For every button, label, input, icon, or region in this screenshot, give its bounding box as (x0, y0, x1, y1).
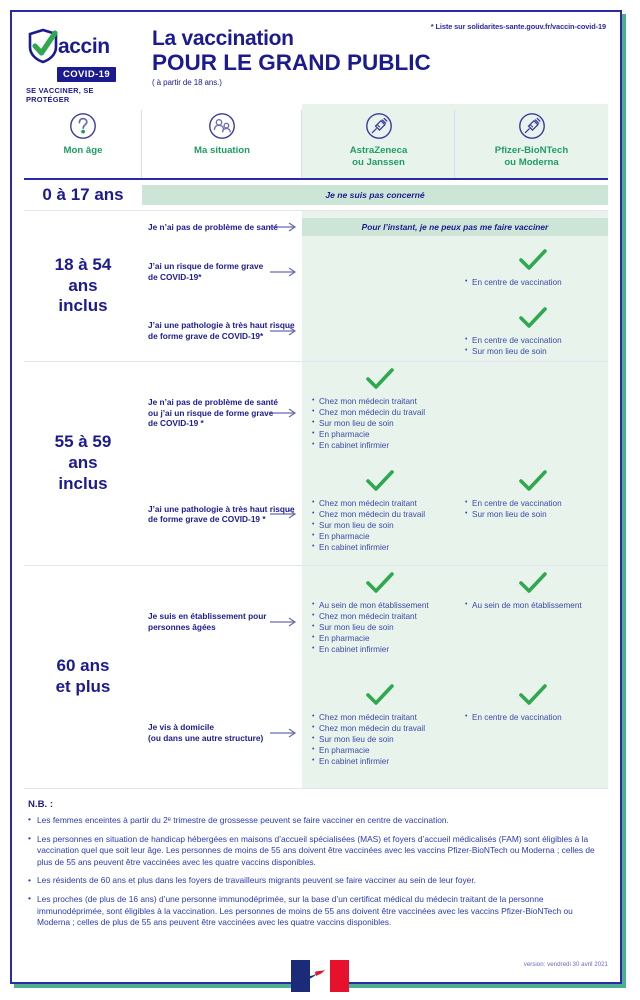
age-l1: 55 à 59 (54, 432, 112, 452)
check-icon (365, 470, 395, 497)
age-l1: 18 à 54 (54, 254, 112, 274)
table-row (24, 211, 608, 361)
french-republic-flag (291, 960, 349, 992)
list-item: • En cabinet infirmier (312, 757, 425, 768)
situation-text (142, 464, 302, 565)
list-item: • Chez mon médecin du travail (312, 510, 425, 521)
age-l2: ans (68, 275, 98, 295)
list-item: • Au sein de mon établissement (465, 601, 582, 612)
marianne-icon (301, 966, 327, 986)
check-icon (365, 368, 395, 395)
page-title-line2: POUR LE GRAND PUBLIC (152, 49, 431, 75)
shield-check-icon (26, 28, 60, 64)
age-label-60-plus (24, 566, 142, 788)
sit-l2: de forme grave de COVID-19 * (148, 514, 266, 525)
column-header-astrazeneca-label (306, 145, 451, 169)
page-subtitle: ( à partir de 18 ans.) (152, 77, 222, 87)
pfizer-list (465, 713, 562, 724)
arrow-icon (270, 617, 300, 627)
astrazeneca-list (312, 601, 429, 656)
eligibility-table (24, 104, 608, 789)
sit-l2: de forme grave de COVID-19* (148, 330, 264, 341)
people-icon (146, 112, 298, 140)
column-header-situation (142, 104, 302, 178)
astrazeneca-list (312, 713, 425, 768)
version-label: version: vendredi 30 avril 2021 (523, 961, 608, 968)
list-item: • Sur mon lieu de soin (465, 510, 562, 521)
astrazeneca-list (312, 397, 425, 452)
age-l1: 60 ans (56, 656, 110, 676)
nb-item: • Les résidents de 60 ans et plus dans les foyers de travailleurs migrants peuvent se faire vacciner au sein de leur foyer. (28, 875, 608, 887)
list-item: • Au sein de mon établissement (312, 601, 429, 612)
poster-header (12, 12, 620, 104)
nb-section (28, 799, 608, 929)
sit-l1: Je vis à domicile (148, 722, 214, 733)
logo-covid-badge: COVID-19 (57, 67, 116, 82)
arrow-icon (270, 267, 300, 277)
column-header-astrazeneca (302, 104, 455, 178)
pfizer-list (465, 336, 562, 358)
table-row (24, 180, 608, 210)
situation-row (142, 566, 608, 678)
table-row (24, 362, 608, 565)
list-item: • En cabinet infirmier (312, 543, 425, 554)
list-item: • Chez mon médecin du travail (312, 724, 425, 735)
list-item: • En cabinet infirmier (312, 441, 425, 452)
situation-text (142, 566, 302, 678)
list-item: • Sur mon lieu de soin (312, 521, 425, 532)
arrow-icon (270, 326, 300, 336)
syringe-icon (459, 112, 604, 140)
flag-red (330, 960, 349, 992)
situation-row (142, 211, 608, 243)
sit-l2: de COVID-19* (148, 271, 202, 282)
table-header-row (24, 104, 608, 178)
az-line2: ou Janssen (352, 156, 405, 168)
age-l3: inclus (58, 296, 108, 316)
nb-item: • Les personnes en situation de handicap hébergées en maisons d’accueil spécialisées (MAS) et foyers d’accueil médicalisés (FAM) sont éligibles à la vaccination quel que soit leur âge. Les personnes de moins de 55 ans doivent être vaccinées avec les vaccins Pfizer-BioNTech ou Moderna ; celles de plus de 55 ans peuvent être vaccinées avec les quatre vaccins disponibles. (28, 834, 608, 869)
list-item: • Sur mon lieu de soin (312, 419, 425, 430)
row-0-17-band: Je ne suis pas concerné (142, 185, 608, 205)
column-header-age (24, 104, 142, 178)
arrow-icon (270, 728, 300, 738)
list-item: • En centre de vaccination (465, 713, 562, 724)
list-item: • Chez mon médecin du travail (312, 408, 425, 419)
list-item: • En cabinet infirmier (312, 645, 429, 656)
list-item: • En centre de vaccination (465, 499, 562, 510)
list-item: • Chez mon médecin traitant (312, 397, 425, 408)
situation-banner: Pour l’instant, je ne peux pas me faire vacciner (302, 218, 608, 236)
column-header-situation-label: Ma situation (194, 145, 250, 156)
situation-text (142, 301, 302, 361)
age-label-55-59 (24, 362, 142, 565)
sit-l2: (ou dans une autre structure) (148, 732, 264, 743)
sit-l1: Je suis en établissement pour (148, 611, 267, 622)
list-item: • Chez mon médecin traitant (312, 499, 425, 510)
situation-text (142, 678, 302, 788)
list-item: • En centre de vaccination (465, 278, 562, 289)
question-mark-icon (28, 112, 138, 140)
column-header-pfizer (455, 104, 608, 178)
pfizer-cell (455, 464, 608, 565)
sit-l1: J’ai un risque de forme grave (148, 261, 264, 272)
situation-banner-cell (302, 211, 608, 243)
pf-line1: Pfizer-BioNTech (494, 145, 569, 156)
pfizer-cell (455, 678, 608, 788)
situation-row (142, 362, 608, 464)
astrazeneca-cell (302, 243, 455, 301)
sit-l1: J’ai une pathologie à très haut risque (148, 320, 295, 331)
column-header-age-label: Mon âge (63, 145, 103, 156)
nb-item: • Les proches (de plus de 16 ans) d’une personne immunodéprimée, sur la base d’un certificat médical du médecin traitant de la personne immunodéprimée, sont éligibles à la vaccination. Les personnes de moins de 55 ans doivent être vaccinées avec les vaccins Pfizer-BioNTech ou Moderna ; celles de plus de 55 ans peuvent être vaccinées avec les quatre vaccins disponibles. (28, 894, 608, 929)
astrazeneca-cell (302, 464, 455, 565)
situation-row (142, 301, 608, 361)
age-l3: inclus (58, 473, 108, 493)
situation-text (142, 362, 302, 464)
sit-l3: de COVID-19 * (148, 418, 204, 429)
check-icon (518, 307, 548, 334)
poster-frame (10, 10, 622, 984)
pf-line2: ou Moderna (504, 156, 559, 168)
list-item: • Chez mon médecin traitant (312, 713, 425, 724)
sit-l1: Je n’ai pas de problème de santé (148, 221, 279, 232)
astrazeneca-cell (302, 362, 455, 464)
age-l2: ans (68, 453, 98, 473)
astrazeneca-cell (302, 678, 455, 788)
list-item: • En pharmacie (312, 430, 425, 441)
list-item: • Sur mon lieu de soin (312, 735, 425, 746)
check-icon (365, 684, 395, 711)
situation-text (142, 243, 302, 301)
pfizer-list (465, 499, 562, 521)
az-line1: AstraZeneca (349, 145, 408, 156)
pfizer-cell (455, 362, 608, 464)
situation-row (142, 243, 608, 301)
astrazeneca-cell (302, 566, 455, 678)
age-label-18-54 (24, 211, 142, 361)
sit-l2: personnes âgées (148, 621, 216, 632)
column-header-pfizer-label (459, 145, 604, 169)
flag-white (310, 960, 329, 992)
sit-l1: J’ai une pathologie à très haut risque (148, 503, 295, 514)
pfizer-cell (455, 243, 608, 301)
logo-tagline: SE VACCINER, SE PROTÉGER (26, 86, 94, 104)
nb-item: • Les femmes enceintes à partir du 2ᵉ trimestre de grossesse peuvent se faire vacciner en centre de vaccination. (28, 815, 608, 827)
logo-wordmark: accin (58, 34, 110, 58)
table-row (24, 566, 608, 788)
arrow-icon (270, 222, 300, 232)
title-block (138, 22, 608, 87)
syringe-icon (306, 112, 451, 140)
check-icon (518, 249, 548, 276)
list-item: • Sur mon lieu de soin (312, 623, 429, 634)
list-item: • En pharmacie (312, 746, 425, 757)
check-icon (365, 572, 395, 599)
sit-l2: ou j’ai un risque de forme grave (148, 407, 274, 418)
row-divider (24, 788, 608, 789)
source-note: * Liste sur solidarites-sante.gouv.fr/vaccin-covid-19 (430, 22, 606, 31)
page-title-line1: La vaccination (152, 27, 294, 50)
check-icon (518, 470, 548, 497)
vaccin-covid-logo (26, 22, 138, 104)
list-item: • En centre de vaccination (465, 336, 562, 347)
pfizer-cell (455, 566, 608, 678)
logo-main (26, 28, 138, 64)
arrow-icon (270, 509, 300, 519)
check-icon (518, 572, 548, 599)
list-item: • En pharmacie (312, 634, 429, 645)
list-item: • En pharmacie (312, 532, 425, 543)
pfizer-list (465, 601, 582, 612)
arrow-icon (270, 408, 300, 418)
astrazeneca-cell (302, 301, 455, 361)
age-label-0-17: 0 à 17 ans (42, 184, 124, 204)
nb-title: N.B. : (28, 798, 54, 810)
situation-row (142, 464, 608, 565)
nb-list (28, 815, 608, 929)
age-l2: et plus (55, 676, 111, 696)
check-icon (518, 684, 548, 711)
sit-l1: Je n’ai pas de problème de santé (148, 396, 279, 407)
astrazeneca-list (312, 499, 425, 554)
pfizer-list (465, 278, 562, 289)
list-item: • Chez mon médecin traitant (312, 612, 429, 623)
situation-text (142, 211, 302, 243)
list-item: • Sur mon lieu de soin (465, 347, 562, 358)
pfizer-cell (455, 301, 608, 361)
situation-row (142, 678, 608, 788)
